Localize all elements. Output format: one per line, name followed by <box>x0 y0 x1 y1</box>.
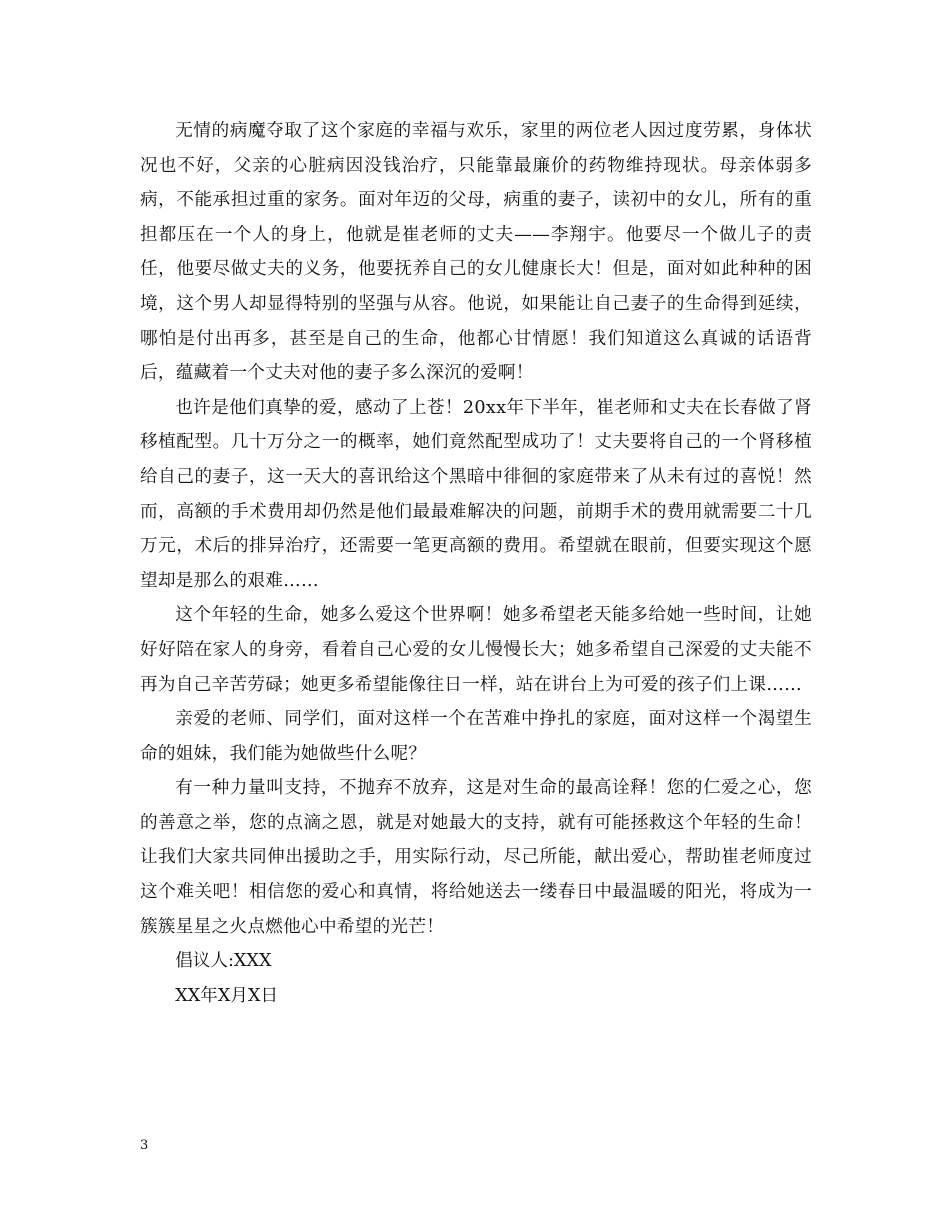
signature-line: 倡议人:XXX <box>175 951 272 972</box>
page-number: 3 <box>140 1138 149 1153</box>
date-line: XX年X月X日 <box>175 985 279 1006</box>
paragraph-2: 也许是他们真挚的爱，感动了上苍！20xx年下半年，崔老师和丈夫在长春做了肾移植配型。几十万分之一的概率，她们竟然配型成功了！丈夫要将自己的一个肾移植给自己的妻子，这一天大的喜讯给这个黑暗中徘徊的家庭带来了从未有过的喜悦！然而，高额的手术费用却仍然是他们最最难解决的问题，前期手术的费用就需要二十几万元，术后的排异治疗，还需要一笔更高额的费用。希望就在眼前，但要实现这个愿望却是那么的艰难…… <box>140 397 812 591</box>
paragraph-5: 有一种力量叫支持，不抛弃不放弃，这是对生命的最高诠释！您的仁爱之心，您的善意之举，您的点滴之恩，就是对她最大的支持，就有可能拯救这个年轻的生命！让我们大家共同伸出援助之手，用实际行动，尽己所能，献出爱心，帮助崔老师度过这个难关吧！相信您的爱心和真情，将给她送去一缕春日中最温暖的阳光，将成为一簇簇星星之火点燃他心中希望的光芒！ <box>140 778 812 937</box>
paragraph-3: 这个年轻的生命，她多么爱这个世界啊！她多希望老天能多给她一些时间，让她好好陪在家人的身旁，看着自己心爱的女儿慢慢长大；她多希望自己深爱的丈夫能不再为自己辛苦劳碌；她更多希望能像往日一样，站在讲台上为可爱的孩子们上课…… <box>140 605 812 695</box>
paragraph-1: 无情的病魔夺取了这个家庭的幸福与欢乐，家里的两位老人因过度劳累，身体状况也不好，父亲的心脏病因没钱治疗，只能靠最廉价的药物维持现状。母亲体弱多病，不能承担过重的家务。面对年迈的父母，病重的妻子，读初中的女儿，所有的重担都压在一个人的身上，他就是崔老师的丈夫——李翔宇。他要尽一个做儿子的责任，他要尽做丈夫的义务，他要抚养自己的女儿健康长大！但是，面对如此种种的困境，这个男人却显得特别的坚强与从容。他说，如果能让自己妻子的生命得到延续，哪怕是付出再多，甚至是自己的生命，他都心甘情愿！我们知道这么真诚的话语背后，蕴藏着一个丈夫对他的妻子多么深沉的爱啊！ <box>140 121 812 384</box>
paragraph-4: 亲爱的老师、同学们，面对这样一个在苦难中挣扎的家庭，面对这样一个渴望生命的姐妹，我们能为她做些什么呢？ <box>140 709 812 764</box>
document-body <box>140 114 812 1013</box>
